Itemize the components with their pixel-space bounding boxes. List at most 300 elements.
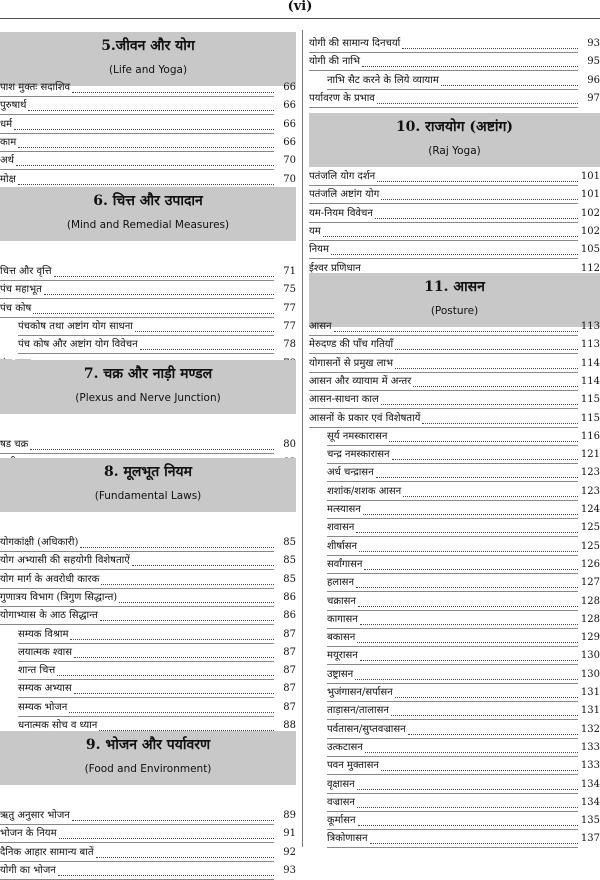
toc-entry-inner	[327, 739, 600, 757]
toc-entry[interactable]	[309, 410, 600, 428]
dot-leader	[392, 446, 578, 460]
toc-entry-page: 85	[283, 537, 296, 548]
toc-entry-title: पाश मुक्तः सदाशिव	[0, 82, 71, 93]
toc-entry[interactable]	[309, 336, 600, 354]
toc-entry-title: यम	[309, 225, 321, 237]
dot-leader	[413, 373, 578, 387]
toc-entry-inner	[309, 410, 600, 428]
toc-entry-page: 113	[580, 321, 600, 332]
toc-entry-inner	[327, 464, 600, 482]
dot-leader	[381, 186, 578, 200]
toc-entry-inner	[327, 629, 600, 647]
dot-leader	[360, 611, 578, 625]
toc-entry-inner	[327, 830, 600, 848]
toc-entry-page: 86	[283, 591, 296, 603]
toc-entry-title: चित्त और वृत्ति	[0, 266, 52, 277]
toc-entry[interactable]	[0, 589, 296, 607]
section-title: 6. चित्त और उपादान	[93, 193, 203, 209]
section-subtitle-wrap	[0, 213, 296, 232]
toc-entry-title: लयात्मक श्वास	[18, 646, 72, 658]
toc-entry-inner	[18, 336, 296, 354]
toc-entry-inner	[327, 776, 600, 794]
toc-entry-inner	[309, 241, 600, 259]
toc-entry-page: 124	[580, 504, 600, 515]
toc-entry[interactable]	[309, 721, 600, 739]
toc-entry[interactable]	[309, 241, 600, 259]
dot-leader	[395, 355, 578, 369]
toc-entry-inner	[0, 116, 296, 134]
toc-entry-page: 97	[587, 92, 600, 104]
toc-entry-page: 87	[283, 701, 296, 713]
toc-entry[interactable]	[309, 205, 600, 223]
toc-entry-title: पंच कोष	[0, 302, 32, 314]
toc-entry-inner	[327, 556, 600, 574]
section-subtitle: (Life and Yoga)	[108, 64, 188, 76]
toc-entry-page: 112	[580, 262, 600, 274]
toc-entry-title: षड चक्र	[0, 439, 29, 450]
dot-leader	[422, 410, 578, 424]
toc-entry[interactable]	[309, 428, 600, 446]
toc-entry-title: पवन मुक्तासन	[327, 760, 379, 772]
toc-entry[interactable]	[0, 607, 296, 625]
toc-entry-inner	[327, 483, 600, 501]
toc-entry[interactable]	[0, 862, 296, 880]
toc-entry[interactable]	[0, 116, 296, 134]
toc-entry[interactable]	[309, 574, 600, 592]
section-subtitle-wrap	[0, 58, 296, 77]
toc-entry-page: 80	[283, 439, 296, 450]
toc-entry-title: कूर्मासन	[327, 815, 356, 827]
toc-entry[interactable]	[0, 263, 296, 281]
toc-entry[interactable]	[309, 464, 600, 482]
toc-entry[interactable]	[309, 391, 600, 409]
toc-entry[interactable]	[309, 373, 600, 391]
toc-entry-inner	[309, 35, 600, 53]
dot-leader	[391, 702, 578, 716]
section-title-wrap	[0, 190, 296, 210]
toc-entry-inner	[327, 757, 600, 775]
section-title: 9. भोजन और पर्यावरण	[85, 737, 211, 753]
dot-leader	[357, 776, 578, 790]
dot-leader	[96, 844, 274, 858]
toc-entry-page: 101	[580, 189, 600, 201]
toc-entry[interactable]	[309, 666, 600, 684]
toc-entry[interactable]	[309, 538, 600, 556]
toc-entry-page: 123	[580, 485, 600, 497]
dot-leader	[389, 428, 578, 442]
dot-leader	[100, 607, 274, 621]
toc-entry-page: 116	[580, 430, 600, 442]
dot-leader	[356, 574, 578, 588]
toc-entry[interactable]	[0, 134, 296, 152]
section-subtitle-wrap	[0, 757, 296, 776]
toc-entry-page: 102	[580, 207, 600, 219]
toc-entry-page: 66	[283, 118, 296, 130]
dot-leader	[59, 825, 274, 839]
toc-entry[interactable]	[309, 684, 600, 702]
toc-entry-page: 134	[580, 778, 600, 790]
toc-entry-page: 87	[283, 683, 296, 695]
toc-entry[interactable]	[0, 699, 296, 717]
toc-entry-title: उष्ट्रासन	[327, 668, 354, 680]
dot-leader	[375, 205, 578, 219]
section-subtitle: (Raj Yoga)	[428, 145, 481, 157]
toc-entry[interactable]	[309, 611, 600, 629]
toc-entry-page: 92	[283, 846, 296, 858]
toc-entry[interactable]	[0, 534, 296, 552]
dot-leader	[28, 97, 274, 111]
toc-entry-page: 125	[580, 540, 600, 552]
dot-leader	[18, 171, 274, 185]
toc-entry[interactable]	[309, 739, 600, 757]
toc-entry-inner	[327, 593, 600, 611]
toc-entry-page: 128	[580, 613, 600, 625]
toc-entry-inner	[0, 825, 296, 843]
toc-entry-title: ताड़ासन/तालासन	[327, 705, 389, 717]
toc-entry-inner	[327, 611, 600, 629]
toc-entry-page: 131	[580, 705, 600, 717]
section-title-wrap	[0, 461, 296, 481]
toc-entry-title: दैनिक आहार सामान्य बातें	[0, 846, 94, 858]
toc-entry-page: 89	[283, 810, 296, 821]
section-subtitle: (Posture)	[430, 305, 479, 317]
dot-leader	[334, 318, 578, 332]
toc-entry-title: पतंजलि अष्टांग योग	[309, 189, 380, 201]
toc-entry[interactable]	[309, 483, 600, 501]
toc-entry-inner	[0, 300, 296, 318]
section-title-wrap	[0, 363, 296, 383]
section-title: 8. मूलभूत नियम	[104, 464, 192, 480]
toc-entry-page: 87	[283, 628, 296, 640]
dot-leader	[360, 647, 578, 661]
toc-entry-title: मेरुदण्ड की पाँच गतियाँ	[309, 339, 394, 351]
toc-entry-page: 70	[283, 173, 296, 185]
toc-entry-inner	[309, 90, 600, 108]
toc-entry-page: 77	[283, 302, 296, 314]
dot-leader	[44, 281, 274, 295]
toc-entry[interactable]	[0, 336, 296, 354]
toc-entry-page: 96	[587, 74, 600, 86]
toc-entry-title: योग मार्ग के अवरोधी कारक	[0, 573, 100, 585]
toc-entry-page: 114	[580, 357, 600, 369]
toc-entry-page: 91	[283, 828, 296, 840]
toc-entry-page: 115	[580, 394, 600, 406]
toc-entry[interactable]	[309, 318, 600, 336]
toc-entry-title: आसनों के प्रकार एवं विशेषतायें	[309, 412, 421, 424]
toc-entry-inner	[0, 97, 296, 115]
toc-entry-title: योगी का भोजन	[0, 864, 56, 876]
dot-leader	[355, 666, 578, 680]
toc-entry-title: सम्यक भोजन	[18, 701, 68, 713]
toc-entry-title: योगासनों से प्रमुख लाभ	[309, 357, 394, 369]
toc-entry-inner	[0, 152, 296, 170]
toc-entry-title: योगी की नाभि	[309, 56, 360, 68]
section-subtitle-wrap	[0, 386, 296, 405]
toc-entry[interactable]	[0, 552, 296, 570]
entry-underline	[309, 107, 578, 108]
section-title: 10. राजयोग (अष्टांग)	[395, 119, 514, 135]
toc-entry[interactable]	[0, 436, 296, 454]
section-header	[0, 187, 296, 241]
toc-entry-inner	[309, 373, 600, 391]
toc-entry-inner	[327, 794, 600, 812]
toc-entry[interactable]	[0, 571, 296, 589]
toc-entry[interactable]	[0, 97, 296, 115]
toc-entry[interactable]	[309, 35, 600, 53]
dot-leader	[357, 629, 578, 643]
toc-entry[interactable]	[309, 90, 600, 108]
toc-entry-inner	[0, 589, 296, 607]
section-subtitle-wrap	[309, 299, 600, 318]
toc-entry-page: 121	[580, 449, 600, 461]
dot-leader	[54, 263, 274, 277]
section-title-wrap	[0, 35, 296, 55]
toc-entry-inner	[327, 684, 600, 702]
dot-leader	[358, 593, 578, 607]
toc-entry-inner	[0, 607, 296, 625]
toc-entry[interactable]	[0, 662, 296, 680]
toc-entry-inner	[18, 680, 296, 698]
toc-entry-title: यम-नियम विवेचन	[309, 207, 373, 219]
toc-entry[interactable]	[0, 807, 296, 825]
dot-leader	[119, 589, 274, 603]
dot-leader	[74, 644, 274, 658]
toc-entry[interactable]	[0, 680, 296, 698]
toc-entry-page: 85	[283, 573, 296, 585]
toc-entry[interactable]	[0, 171, 296, 189]
toc-entry-title: पंचकोष तथा अष्टांग योग साधना	[18, 320, 133, 332]
toc-entry-title: अर्थ	[0, 155, 15, 167]
section-header	[0, 32, 296, 86]
toc-entry-page: 95	[587, 56, 600, 68]
dot-leader	[72, 807, 274, 821]
toc-entry-inner	[0, 534, 296, 552]
dot-leader	[357, 794, 578, 808]
toc-entry[interactable]	[309, 593, 600, 611]
dot-leader	[18, 134, 274, 148]
section-header	[309, 113, 600, 167]
toc-entry-page: 125	[580, 522, 600, 534]
toc-entry-inner	[327, 647, 600, 665]
toc-entry-page: 133	[580, 741, 600, 753]
toc-entry-title: पर्वतासन/सुप्तवज्रासन	[327, 723, 406, 735]
toc-entry-page: 129	[580, 632, 600, 644]
toc-entry[interactable]	[309, 647, 600, 665]
toc-entry-page: 133	[580, 760, 600, 772]
toc-entry[interactable]	[0, 318, 296, 336]
toc-entry[interactable]	[0, 825, 296, 843]
toc-entry-inner	[327, 812, 600, 830]
toc-entry-page: 87	[283, 665, 296, 677]
section-subtitle: (Food and Environment)	[84, 763, 212, 775]
toc-entry-title: नियम	[309, 244, 329, 256]
dot-leader	[376, 464, 578, 478]
dot-leader	[16, 152, 274, 166]
toc-entry-inner	[309, 336, 600, 354]
toc-entry-inner	[0, 171, 296, 189]
toc-entry-inner	[327, 574, 600, 592]
dot-leader	[363, 260, 578, 274]
toc-entry-inner	[0, 263, 296, 281]
toc-entry-page: 135	[580, 815, 600, 827]
toc-entry-page: 131	[580, 687, 600, 698]
toc-entry-inner	[309, 223, 600, 241]
toc-entry-title: सर्वांगासन	[327, 558, 363, 570]
toc-entry-title: वृक्षासन	[327, 778, 355, 790]
toc-entry[interactable]	[309, 519, 600, 537]
toc-entry[interactable]	[309, 355, 600, 373]
toc-entry-page: 70	[283, 155, 296, 167]
toc-entry-inner	[0, 571, 296, 589]
toc-entry-title: पतंजलि योग दर्शन	[309, 171, 376, 182]
dot-leader	[359, 538, 578, 552]
toc-entry[interactable]	[309, 446, 600, 464]
toc-entry[interactable]	[0, 300, 296, 318]
toc-entry-page: 93	[587, 38, 600, 49]
toc-entry[interactable]	[0, 79, 296, 97]
toc-entry-title: पंच कोष और अष्टांग योग विवेचन	[18, 339, 138, 351]
dot-leader	[381, 757, 578, 771]
toc-entry-inner	[18, 626, 296, 644]
toc-entry-title: ईश्वर प्रणिधान	[309, 262, 361, 274]
dot-leader	[363, 501, 578, 515]
toc-entry[interactable]	[309, 186, 600, 204]
toc-entry-inner	[309, 391, 600, 409]
dot-leader	[356, 519, 578, 533]
toc-entry-page: 126	[580, 558, 600, 570]
toc-entry-title: आसन-साधना काल	[309, 394, 379, 406]
section-title-wrap	[309, 116, 600, 136]
toc-entry[interactable]	[309, 757, 600, 775]
toc-entry-inner	[18, 662, 296, 680]
section-title: 11. आसन	[424, 279, 485, 295]
toc-entry-inner	[18, 644, 296, 662]
dot-leader	[14, 116, 274, 130]
toc-entry-page: 114	[580, 375, 600, 387]
toc-entry-title: अर्ध चन्द्रासन	[327, 467, 374, 479]
toc-entry[interactable]	[309, 168, 600, 186]
toc-entry-page: 115	[580, 412, 600, 424]
dot-leader	[331, 241, 578, 255]
toc-entry-title: मयूरासन	[327, 650, 358, 662]
dot-leader	[403, 483, 578, 497]
toc-entry[interactable]	[0, 281, 296, 299]
dot-leader	[365, 739, 578, 753]
toc-entry[interactable]	[309, 53, 600, 71]
dot-leader	[323, 223, 578, 237]
toc-entry-inner	[327, 501, 600, 519]
toc-entry-title: हलासन	[327, 577, 354, 589]
toc-entry[interactable]	[0, 844, 296, 862]
toc-entry-title: सम्यक अभ्यास	[18, 683, 72, 695]
section-subtitle: (Fundamental Laws)	[94, 490, 202, 502]
toc-entry-title: ऋतु अनुसार भोजन	[0, 810, 70, 821]
toc-entry-title: भोजन के नियम	[0, 828, 57, 840]
toc-entry-page: 66	[283, 100, 296, 112]
toc-entry-page: 93	[283, 864, 296, 876]
toc-entry-page: 88	[283, 720, 296, 731]
toc-entry-page: 86	[283, 610, 296, 622]
page-number: (vi)	[287, 0, 313, 14]
toc-entry-page: 123	[580, 467, 600, 479]
toc-entry-page: 105	[580, 244, 600, 256]
toc-entry[interactable]	[0, 626, 296, 644]
dot-leader	[99, 717, 274, 731]
toc-entry-title: शवासन	[327, 522, 355, 534]
toc-entry[interactable]	[309, 794, 600, 812]
toc-entry-title: कागासन	[327, 613, 358, 625]
dot-leader	[135, 318, 274, 332]
toc-entry[interactable]	[309, 812, 600, 830]
toc-entry-title: नाभि सैट करने के लिये व्यायाम	[327, 74, 439, 86]
toc-entry-page: 134	[580, 796, 600, 808]
dot-leader	[70, 626, 274, 640]
dot-leader	[132, 552, 274, 566]
toc-entry-title: योग अभ्यासी की सहयोगी विशेषताऐं	[0, 555, 130, 567]
toc-entry-title: उत्कटासन	[327, 741, 363, 753]
header-rule	[0, 18, 600, 19]
toc-entry-inner	[0, 436, 296, 454]
toc-entry-inner	[327, 702, 600, 720]
toc-entry[interactable]	[309, 556, 600, 574]
toc-entry-title: सम्यक विश्राम	[18, 628, 69, 640]
toc-entry-title: मत्स्यासन	[327, 504, 361, 515]
dot-leader	[364, 556, 578, 570]
toc-entry[interactable]	[309, 830, 600, 848]
toc-entry-inner	[327, 721, 600, 739]
toc-entry[interactable]	[309, 629, 600, 647]
toc-entry-inner	[0, 79, 296, 97]
toc-entry-title: धनात्मक सोच व ध्यान	[18, 720, 98, 731]
toc-entry-inner	[0, 862, 296, 880]
toc-entry-title: काम	[0, 136, 17, 148]
toc-entry-inner	[0, 807, 296, 825]
section-header	[0, 731, 296, 785]
dot-leader	[57, 662, 274, 676]
toc-entry-inner	[18, 699, 296, 717]
toc-entry-page: 85	[283, 555, 296, 567]
toc-entry-page: 77	[283, 320, 296, 332]
toc-entry[interactable]	[309, 776, 600, 794]
dot-leader	[362, 53, 578, 67]
dot-leader	[80, 534, 274, 548]
entry-underline	[327, 847, 578, 848]
toc-entry[interactable]	[309, 501, 600, 519]
toc-entry-title: त्रिकोणासन	[327, 833, 368, 845]
toc-entry-page: 128	[580, 595, 600, 607]
toc-entry-inner	[309, 168, 600, 186]
dot-leader	[370, 830, 578, 844]
toc-entry[interactable]	[309, 72, 600, 90]
toc-entry-title: चन्द्र नमस्कारासन	[327, 449, 390, 461]
toc-entry-title: पंच महाभूत	[0, 284, 42, 296]
toc-entry-title: योगकांक्षी (अधिकारी)	[0, 537, 79, 548]
toc-entry[interactable]	[309, 223, 600, 241]
toc-entry-inner	[327, 446, 600, 464]
toc-entry-inner	[309, 205, 600, 223]
section-title: 7. चक्र और नाड़ी मण्डल	[83, 366, 213, 382]
toc-entry[interactable]	[0, 152, 296, 170]
toc-entry-inner	[327, 72, 600, 90]
toc-entry-page: 101	[580, 171, 600, 182]
dot-leader	[33, 300, 274, 314]
toc-entry-title: वज्रासन	[327, 796, 355, 808]
toc-entry[interactable]	[0, 644, 296, 662]
toc-entry[interactable]	[309, 702, 600, 720]
toc-entry-title: आसन और व्यायाम में अन्तर	[309, 375, 412, 387]
toc-entry-title: शशांक/शशक आसन	[327, 485, 402, 497]
dot-leader	[58, 862, 274, 876]
